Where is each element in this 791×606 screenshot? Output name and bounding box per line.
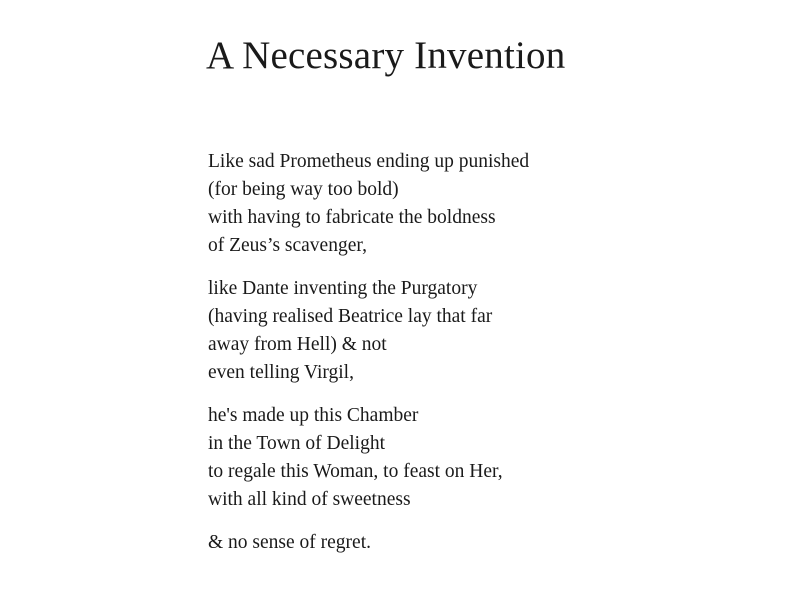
poem-line: (having realised Beatrice lay that far xyxy=(208,306,493,327)
poem-line: to regale this Woman, to feast on Her, xyxy=(208,461,503,482)
poem-line: away from Hell) & not xyxy=(208,334,387,355)
poem-line: he's made up this Chamber xyxy=(208,405,419,426)
poem-line: with having to fabricate the boldness xyxy=(208,207,496,228)
stanza-2 xyxy=(208,275,768,387)
poem-line: & no sense of regret. xyxy=(208,532,371,553)
stanza-4 xyxy=(208,529,768,557)
stanza-3 xyxy=(208,402,768,514)
poem-body xyxy=(208,148,768,572)
poem-line: of Zeus’s scavenger, xyxy=(208,235,367,256)
stanza-1 xyxy=(208,148,768,260)
poem-line: Like sad Prometheus ending up punished xyxy=(208,151,530,172)
poem-line: like Dante inventing the Purgatory xyxy=(208,278,478,299)
poem-line: in the Town of Delight xyxy=(208,433,386,454)
poem-line: (for being way too bold) xyxy=(208,179,399,200)
poem-line: even telling Virgil, xyxy=(208,362,354,383)
poem-title: A Necessary Invention xyxy=(206,34,566,77)
poem-line: with all kind of sweetness xyxy=(208,489,411,510)
